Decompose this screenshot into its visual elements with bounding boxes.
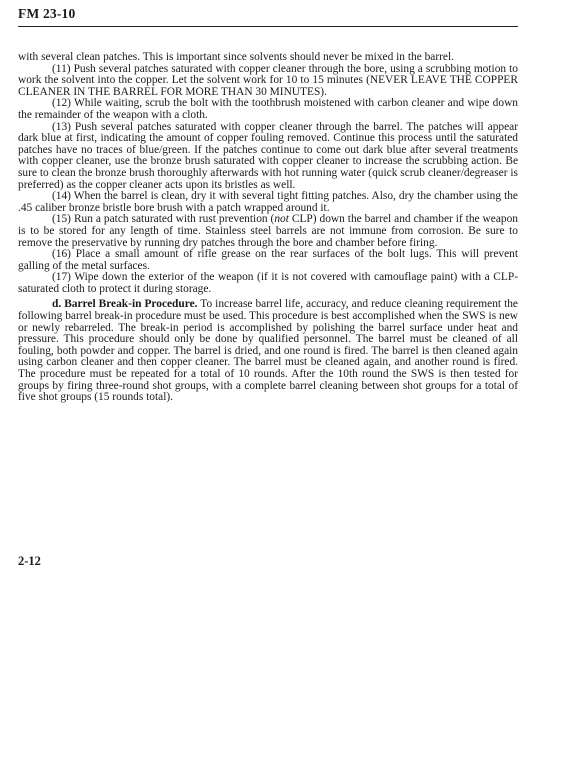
paragraph-continuation: with several clean patches. This is important since solvents should never be mixed in the barrel. [18,51,454,63]
header-rule [18,26,518,27]
paragraph-step-16: (16) Place a small amount of rifle grease on the rear surfaces of the bolt lugs. This will prevent galling of the metal surfaces. [18,248,518,272]
paragraph-step-12: (12) While waiting, scrub the bolt with the toothbrush moistened with carbon cleaner and wipe down the remainder of the weapon with a cloth. [18,97,518,121]
paragraph-section-d [18,299,518,403]
paragraph-step-17: (17) Wipe down the exterior of the weapon (if it is not covered with camouflage paint) with a CLP-saturated cloth to protect it during storage. [18,271,518,295]
step-15-emphasis: not [274,213,289,226]
paragraph-step-13: (13) Push several patches saturated with copper cleaner through the barrel. The patches will appear dark blue at first, indicating the amount of copper fouling removed. Continue this process until the saturated patches have no traces of blue/green. If the patches continue to come out dark blue after several treatments with copper cleaner, use the bronze brush saturated with copper cleaner to increase the scrubbing action. Be sure to clean the bronze brush thoroughly afterwards with hot running water (quick scrub cleaner/degreaser is preferred) as the copper cleaner acts upon its bristles as well. [18,120,518,191]
section-d-heading: d. Barrel Break-in Procedure. [52,298,198,311]
step-15-text-start: (15) Run a patch saturated with rust prevention ( [52,213,275,226]
paragraph-step-15 [18,214,518,249]
step-15-text-end: CLP) down the barrel and chamber if the weapon is to be stored for any length of time. Stainless steel barrels are not immune from corrosion. Be sure to remove the preservative by running dry patches through the bore and chamber before firing. [18,213,518,249]
section-d-body: To increase barrel life, accuracy, and reduce cleaning requirement the following barrel break-in procedure must be used. This procedure is best accomplished when the SWS is new or newly rebarreled. The break-in period is accomplished by polishing the barrel surface under heat and pressure. This procedure should only be done by qualified personnel. The barrel must be cleaned of all fouling, both powder and copper. The barrel is dried, and one round is fired. The barrel is then cleaned again using carbon cleaner and then copper cleaner. The barrel must be cleaned again, and another round is fired. The procedure must be repeated for a total of 10 rounds. After the 10th round the SWS is then tested for groups by firing three-round shot groups, with a complete barrel cleaning between shot groups for a total of five shot groups (15 rounds total). [18,298,518,404]
paragraph-step-11: (11) Push several patches saturated with copper cleaner through the bore, using a scrubbing motion to work the solvent into the copper. Let the solvent work for 10 to 15 minutes (NEVER LEAVE THE COPPER CLEANER IN THE BARREL FOR MORE THAN 30 MINUTES). [18,62,518,98]
page-header-manual-id: FM 23-10 [18,6,76,21]
page-number: 2-12 [18,554,41,568]
paragraph-step-14: (14) When the barrel is clean, dry it with several tight fitting patches. Also, dry the chamber using the .45 caliber bronze bristle bore brush with a patch wrapped around it. [18,190,518,214]
body-text [18,52,518,404]
